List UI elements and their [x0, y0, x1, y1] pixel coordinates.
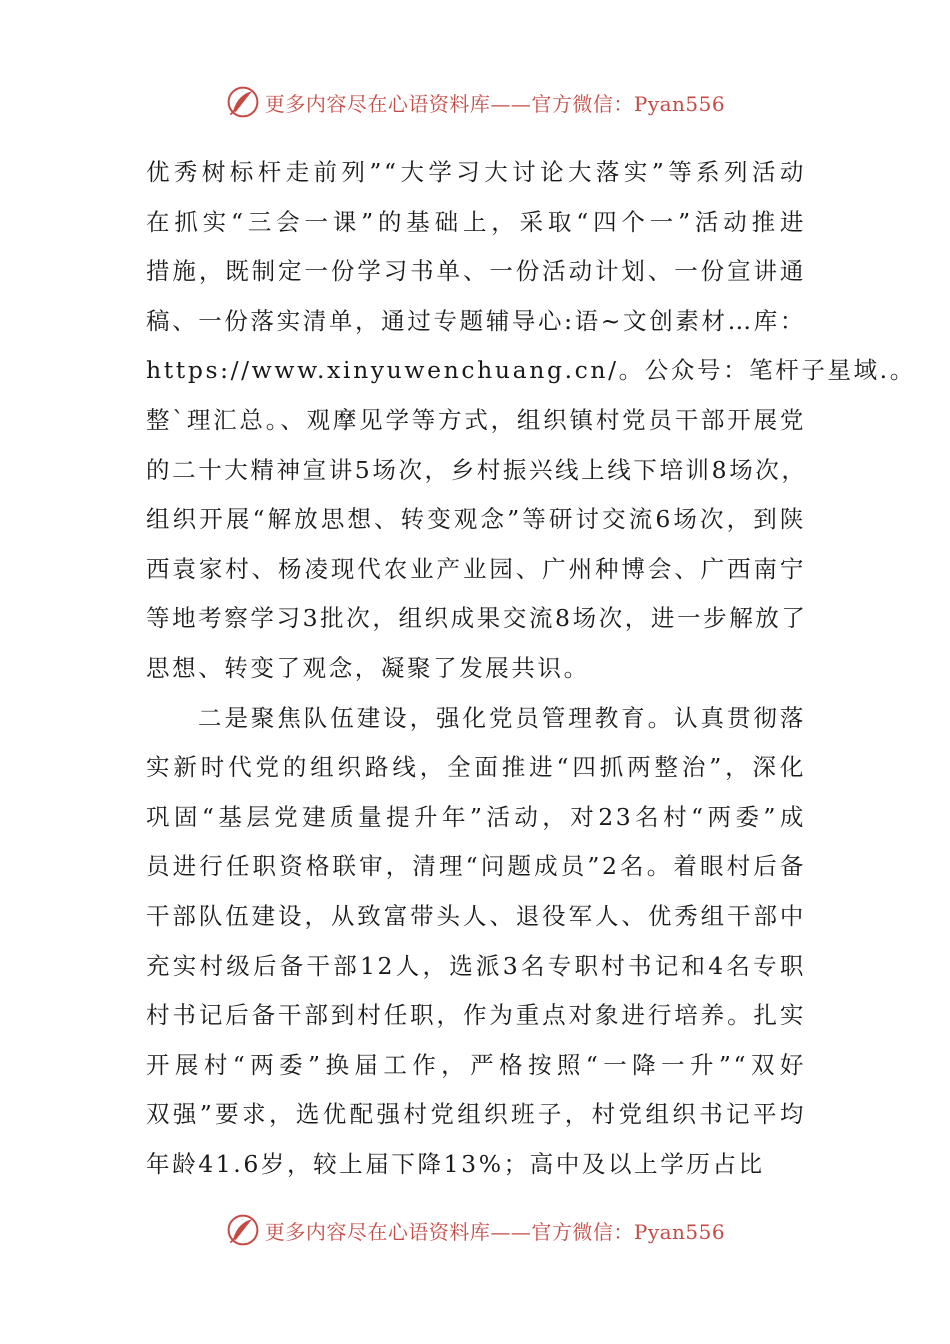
pen-logo-icon	[225, 1212, 261, 1248]
text-line: 二是聚焦队伍建设，强化党员管理教育。认真贯彻落	[198, 703, 806, 732]
paragraph	[146, 694, 806, 1190]
text-line: 开展村“两委”换届工作，严格按照“一降一升”“双好	[146, 1050, 806, 1079]
header-banner-text: 更多内容尽在心语资料库——官方微信：Pyan556	[264, 91, 726, 116]
footer-banner	[0, 1210, 950, 1250]
text-line: https://www.xinyuwenchuang.cn/。公众号：笔杆子星域.。	[146, 356, 916, 385]
text-line: 稿、一份落实清单，通过专题辅导心:语~文创素材…库：	[146, 306, 806, 335]
paragraph	[146, 148, 916, 694]
text-line: 干部队伍建设，从致富带头人、退役军人、优秀组干部中	[146, 901, 806, 930]
text-line: 双强”要求，选优配强村党组织班子，村党组织书记平均	[146, 1100, 806, 1129]
footer-banner-text: 更多内容尽在心语资料库——官方微信：Pyan556	[264, 1219, 726, 1244]
text-line: 村书记后备干部到村任职，作为重点对象进行培养。扎实	[146, 1001, 806, 1030]
text-line: 思想、转变了观念，凝聚了发展共识。	[146, 653, 590, 682]
text-line: 优秀树标杆走前列”“大学习大讨论大落实”等系列活动	[146, 158, 806, 186]
text-line: 员进行任职资格联审，清理“问题成员”2名。着眼村后备	[146, 852, 806, 881]
text-line: 在抓实“三会一课”的基础上，采取“四个一”活动推进	[146, 207, 806, 236]
text-line: 整`理汇总。、观摩见学等方式，组织镇村党员干部开展党	[146, 405, 806, 434]
text-line: 等地考察学习3批次，组织成果交流8场次，进一步解放了	[146, 604, 808, 633]
text-line: 组织开展“解放思想、转变观念”等研讨交流6场次，到陕	[146, 505, 806, 534]
text-line: 充实村级后备干部12人，选派3名专职村书记和4名专职	[146, 951, 806, 980]
text-line: 西袁家村、杨凌现代农业产业园、广州种博会、广西南宁	[146, 554, 806, 583]
header-banner	[0, 82, 950, 122]
text-line: 措施，既制定一份学习书单、一份活动计划、一份宣讲通	[146, 257, 806, 286]
text-line: 实新时代党的组织路线，全面推进“四抓两整治”，深化	[146, 753, 806, 782]
text-line: 的二十大精神宣讲5场次，乡村振兴线上线下培训8场次，	[146, 455, 808, 484]
document-body	[146, 148, 916, 1189]
text-line: 巩固“基层党建质量提升年”活动，对23名村“两委”成	[146, 802, 806, 831]
text-line: 年龄41.6岁，较上届下降13%；高中及以上学历占比	[146, 1149, 765, 1178]
pen-logo-icon	[225, 84, 261, 120]
